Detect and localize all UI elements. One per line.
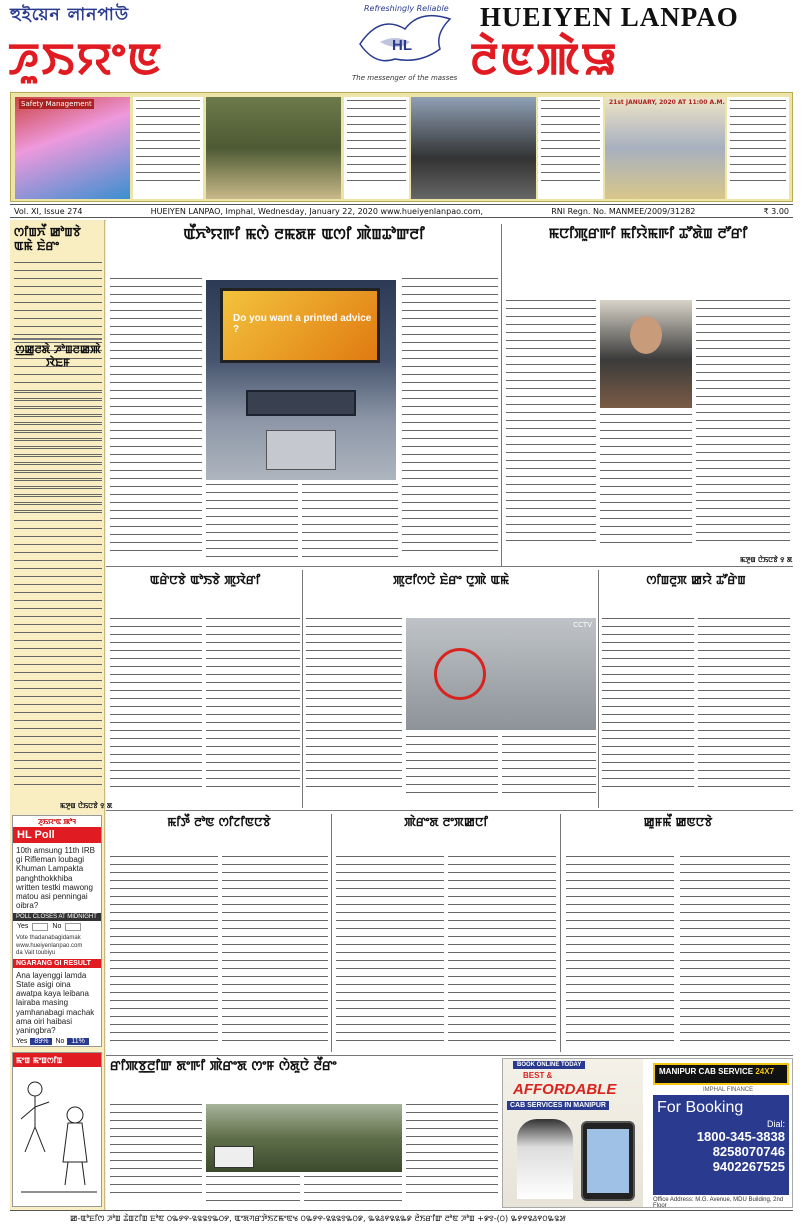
atm-screen-text: Do you want a printed advice ?	[233, 313, 372, 335]
ad-phone-2[interactable]: 8258070746	[712, 1144, 785, 1159]
bottom-contact-bar	[10, 1210, 793, 1224]
ad-phone-screen	[587, 1129, 629, 1193]
article-10-headline: ꯀꯨꯝꯃꯩ ꯀꯟꯅꯕꯥ	[643, 815, 713, 829]
article-7-col-1	[602, 618, 694, 803]
issue-center-line: HUEIYEN LANPAO, Imphal, Wednesday, January 22, 2020 www.hueiyenlanpao.com,	[150, 206, 484, 216]
article-11-col-3	[304, 1176, 402, 1206]
poll-result-title: NGARANG GI RESULT	[13, 959, 101, 968]
cartoon-label: ꯃꯦꯡ ꯃꯦꯡꯁꯤꯡ	[13, 1053, 101, 1067]
article-2-col-2	[600, 414, 692, 554]
hl-poll-box	[12, 815, 102, 1047]
article-2-byline: ꯃꯇꯨꯡ ꯅꯥꯏꯅꯕꯥ ꯱ ꯗ	[740, 556, 793, 564]
column-divider-4	[331, 814, 332, 1052]
parade-photo	[206, 1104, 402, 1172]
ad-headline-1: BEST &	[523, 1071, 553, 1080]
article-2-col-3	[696, 300, 790, 555]
masthead-english-title: HUEIYEN LANPAO	[480, 2, 739, 32]
poll-result-yes-pct: 89%	[30, 1038, 52, 1045]
article-7-col-2	[698, 618, 790, 803]
cctv-photo	[406, 618, 596, 730]
ad-headline-3: CAB SERVICES IN MANIPUR	[507, 1101, 609, 1110]
ad-dial: Dial:	[766, 1119, 785, 1129]
poll-options	[13, 921, 101, 933]
logo-subtitle: The messenger of the masses	[352, 74, 458, 82]
issue-info-bar	[10, 204, 793, 218]
column-divider-3	[598, 570, 599, 808]
article-8-col-1	[110, 856, 218, 1048]
photo-text-3	[538, 97, 603, 199]
article-1-col-2	[206, 484, 298, 564]
photo-protest-event	[411, 97, 536, 199]
article-10-col-2	[680, 856, 790, 1048]
article-1-col-3	[302, 484, 398, 564]
poll-title: HL Poll	[13, 827, 101, 843]
article-5-headline: ꯑꯔꯥꯅꯕꯥ ꯑꯣꯏꯕꯥ ꯄꯨꯋꯥꯔꯤ	[149, 573, 261, 587]
ad-for-booking: For Booking	[657, 1099, 744, 1116]
cab-service-ad[interactable]	[502, 1058, 793, 1208]
cctv-caption: CCTV	[573, 621, 592, 629]
row-divider-2	[106, 810, 793, 811]
photo-caption-date: 21st JANUARY, 2020 AT 11:00 A.M.	[609, 99, 725, 106]
photo-women-event	[15, 97, 130, 199]
ad-badge: BOOK ONLINE TODAY	[513, 1061, 585, 1069]
masthead-bengali-title: হুইয়েন লানপাউ	[10, 5, 130, 25]
poll-closes: POLL CLOSES AT MIDNIGHT	[13, 913, 101, 921]
article-1-col-4	[402, 278, 498, 563]
article-6-col-1	[306, 618, 402, 803]
poll-no-option[interactable]: No	[52, 923, 62, 931]
ad-sub-brand: IMPHAL FINANCE	[703, 1087, 754, 1093]
parade-jeep	[214, 1146, 254, 1168]
cartoon-drawing-icon	[13, 1067, 101, 1202]
article-1-headline: ꯑꯩꯈꯣꯌꯒꯤ ꯃꯁꯥ ꯂꯃꯗꯝ ꯑꯁꯤ ꯄꯥꯡꯊꯣꯛꯂꯤ	[183, 225, 425, 243]
article-8-headline: ꯃꯤꯇꯩ ꯂꯣꯟ ꯁꯤꯖꯤꯟꯅꯕꯥ	[167, 815, 271, 829]
poll-no-box[interactable]	[65, 923, 81, 931]
photo-text-1	[133, 97, 203, 199]
sidebar-byline: ꯃꯇꯨꯡ ꯅꯥꯏꯅꯕꯥ ꯱ ꯗ	[60, 802, 113, 810]
sidebar-headline-2: ꯁ꯭ꯀꯨꯂꯗꯥ ꯍꯣꯡꯂꯀꯄꯥ ꯋꯥꯐꯝ	[15, 343, 101, 369]
column-divider-2	[302, 570, 303, 808]
atm-slot	[246, 390, 356, 416]
article-5-col-1	[110, 618, 202, 803]
article-9-col-2	[448, 856, 556, 1048]
portrait-photo	[600, 300, 692, 408]
atm-keypad	[266, 430, 336, 470]
row-divider-3	[106, 1055, 793, 1056]
ad-phone-3[interactable]: 9402267525	[712, 1159, 785, 1174]
article-1-col-1	[110, 278, 202, 563]
atm-photo	[206, 280, 396, 480]
ad-brand-text: MANIPUR CAB SERVICE	[659, 1067, 754, 1076]
cctv-highlight-circle	[434, 648, 486, 700]
poll-vote-link[interactable]: www.hueiyenlanpao.com	[16, 942, 83, 949]
article-7-headline: ꯁꯤꯡꯂꯨꯞ ꯀꯌꯥ ꯊꯧꯔꯥꯡ	[646, 573, 746, 587]
article-9-col-1	[336, 856, 444, 1048]
atm-screen	[220, 288, 380, 363]
issue-regn: RNI Regn. No. MANMEE/2009/31282	[551, 206, 696, 216]
logo-text: HL	[392, 37, 412, 54]
bottom-contact-text: ꯀ-ꯑꯣꯐꯤꯁ ꯍꯣꯡ ꯊꯥꯡꯖꯤꯡ ꯐꯣꯟ ꯰꯳꯸꯵-꯲꯲꯲꯱꯳꯰꯸, ꯑꯦꯗꯚꯔꯇꯥꯏꯖꯃꯦꯟꯠ ꯰꯳꯸꯵-꯲꯲꯲꯱꯳꯰꯹, ꯳꯲꯴꯵꯲꯲꯳꯹ ꯂꯥꯏꯔꯤꯛ ꯂꯣꯟ ꯍꯣꯡ +꯹꯱-(꯰) ꯳꯸꯵꯲꯴꯵꯰꯳꯲꯷	[70, 1213, 566, 1223]
article-8-col-2	[222, 856, 328, 1048]
issue-volume: Vol. XI, Issue 274	[14, 206, 83, 216]
ad-phone-1[interactable]: 1800-345-3838	[696, 1129, 785, 1144]
ad-brand-247: 24X7	[755, 1067, 775, 1076]
article-9-headline: ꯄꯥꯔꯦꯗ ꯂꯦꯞꯀꯅꯤ	[404, 815, 488, 829]
poll-header-label: ꯍꯨꯏꯌꯦꯟ ꯄꯣꯜ	[37, 819, 77, 826]
poll-vote-instructions	[13, 933, 101, 959]
article-11-headline: ꯔꯤꯄꯕ꯭ꯂꯤꯛ ꯗꯦꯒꯤ ꯄꯥꯔꯦꯗ ꯁꯦꯝ ꯁꯥꯗꯨꯅꯥ ꯂꯩꯔꯦ	[110, 1059, 337, 1074]
poll-result-question: Ana layenggi lamda State asigi oina awatpa kaya leibana lairaba masing yamhanabagi machak ama oiri haibasi yaningbra?	[16, 970, 95, 1035]
photo-text-4	[727, 97, 789, 199]
poll-vote-line-1: Vote thadanabagidamak	[16, 935, 81, 942]
ad-headline-2: AFFORDABLE	[513, 1081, 617, 1098]
photo-caption-safety: Safety Management	[21, 100, 92, 108]
article-11-col-4	[406, 1104, 498, 1206]
logo-tagline: Refreshingly Reliable	[364, 4, 449, 13]
ad-phone-icon	[581, 1121, 635, 1201]
article-11-col-2	[206, 1176, 300, 1206]
masthead-meitei-title-left: ꯍꯨꯏꯌꯦꯟ	[8, 34, 164, 85]
article-11-col-1	[110, 1104, 202, 1206]
poll-result-no-pct: 11%	[67, 1038, 89, 1045]
poll-question: 10th amsung 11th IRB gi Rifleman loubagi Khuman Lampakta panghthokkhiba written testki mawong matou asi penningai oibra?	[16, 846, 96, 911]
poll-vote-line-3: da Vait toubiyu	[16, 949, 56, 956]
article-6-col-2	[406, 736, 498, 804]
portrait-face	[630, 316, 662, 354]
ad-booking-panel	[653, 1095, 789, 1195]
article-2-col-1	[506, 300, 596, 555]
poll-result-yes-label: Yes	[16, 1038, 28, 1046]
sidebar-article-2-text	[14, 392, 102, 802]
photo-award-event	[605, 97, 725, 199]
article-2-headline: ꯃꯅꯤꯄꯨꯔꯒꯤ ꯃꯤꯌꯥꯃꯒꯤ ꯊꯧꯗꯥꯡ ꯂꯧꯔꯤ	[548, 226, 748, 242]
article-6-headline: ꯄꯨꯂꯤꯁꯅꯥ ꯐꯥꯔꯦ ꯅꯨꯄꯥ ꯑꯃꯥ	[392, 573, 510, 587]
front-photo-strip	[10, 92, 793, 202]
column-divider-5	[560, 814, 561, 1052]
poll-yes-box[interactable]	[32, 923, 48, 931]
column-divider-1	[501, 224, 502, 566]
poll-result-bars	[13, 1038, 101, 1045]
sidebar-divider-1	[12, 338, 102, 340]
ad-office-address: Office Address: M.G. Avenue, MDU Building, 2nd Floor	[653, 1197, 784, 1208]
row-divider-1	[106, 566, 793, 567]
photo-army-event	[206, 97, 341, 199]
ad-brand	[653, 1063, 789, 1085]
article-10-col-1	[566, 856, 674, 1048]
poll-yes-option[interactable]: Yes	[17, 923, 29, 931]
photo-text-2	[344, 97, 409, 199]
poll-result-no-label: No	[55, 1038, 65, 1046]
cartoon-box	[12, 1052, 102, 1207]
article-5-col-2	[206, 618, 300, 803]
article-6-col-3	[502, 736, 596, 804]
dove-logo-icon	[340, 4, 470, 84]
sidebar-headline-1: ꯁꯤꯡꯈꯩ ꯀꯣꯡꯕꯥ ꯑꯃꯥ ꯐꯥꯔꯦ	[14, 225, 81, 253]
masthead-meitei-title-right: ꯂꯥꯟꯄꯥꯎ	[470, 34, 619, 85]
issue-price: ₹ 3.00	[763, 206, 789, 216]
ad-person-photo	[517, 1119, 573, 1199]
